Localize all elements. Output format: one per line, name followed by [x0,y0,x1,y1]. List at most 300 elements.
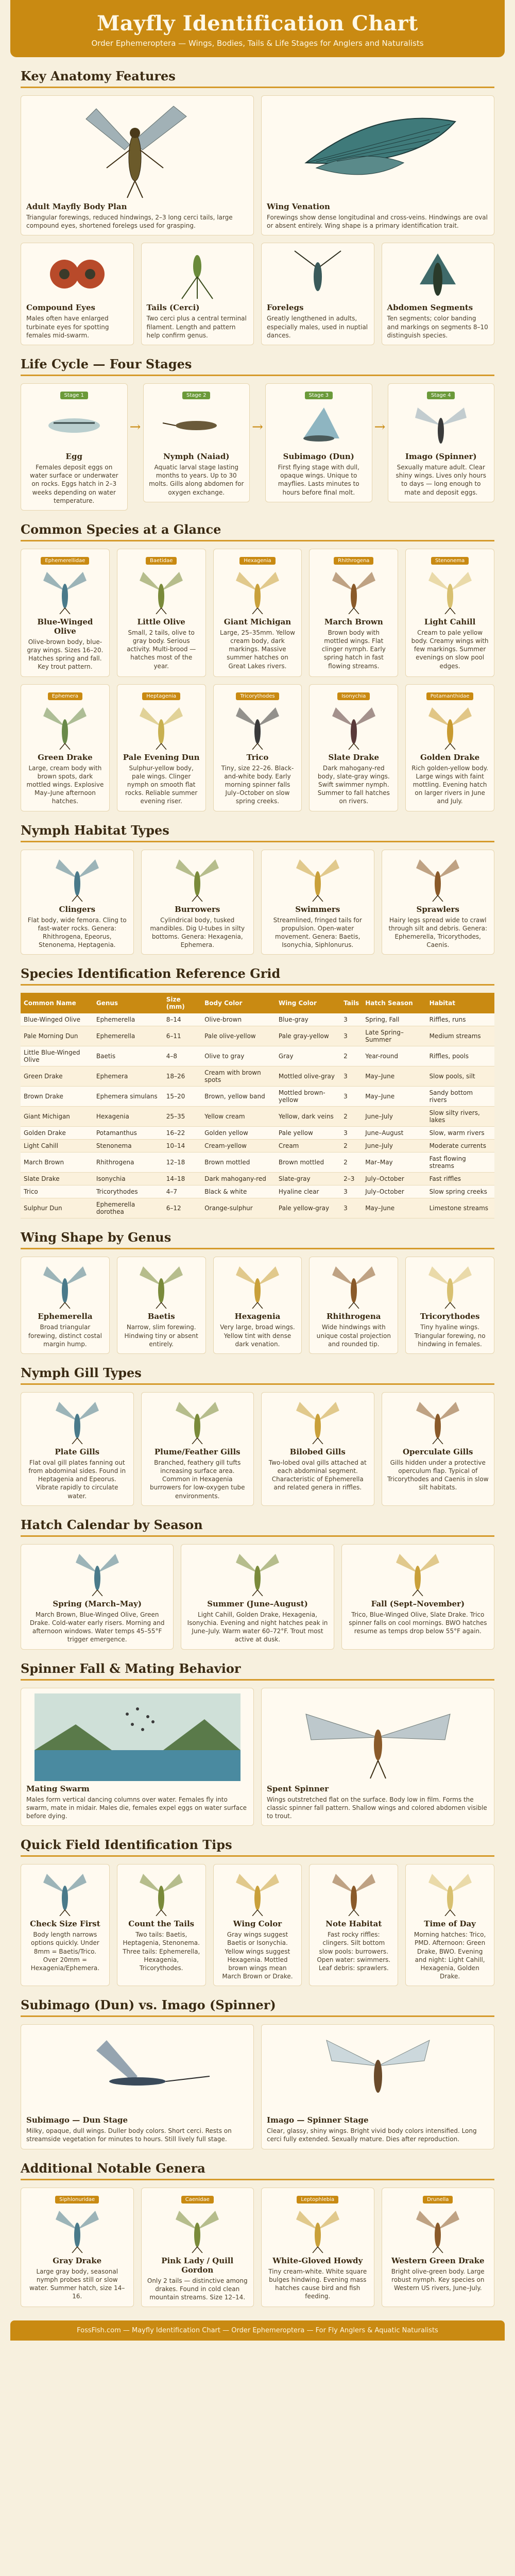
spinner-stage-illustration [267,2030,489,2112]
tip-title: Time of Day [424,1919,476,1929]
table-cell: Ephemera [93,1066,163,1087]
spinner-card-text: Males form vertical dancing columns over water. Females fly into swarm, mate in midair. Males die, females expel eggs on water surface before dying. [26,1795,247,1820]
table-row [21,1026,494,1046]
wing-genus-card [213,1257,302,1354]
table-cell: Gray [276,1046,340,1066]
species-badge: Heptagenia [142,692,180,700]
table-cell: May–June [362,1066,426,1087]
table-cell: 2 [340,1153,362,1173]
table-cell: Late Spring–Summer [362,1026,426,1046]
species-illustration [219,568,297,614]
table-cell: Slow pools, silt [426,1066,494,1087]
table-cell: Riffles, pools [426,1046,494,1066]
spinner-stage-card [261,2024,494,2149]
species-badge: Rhithrogena [334,557,373,565]
wing-genus-text: Tiny hyaline wings. Triangular forewing, no hindwing in females. [414,1324,486,1348]
stage-badge: Stage 2 [182,392,210,399]
species-text: Large, 25–35mm. Yellow cream body, dark markings. Massive summer hatches on Great Lakes rivers. [220,629,295,670]
table-cell: Little Blue-Winged Olive [21,1046,93,1066]
table-row [21,1066,494,1087]
species-illustration [411,703,489,750]
species-card [21,684,110,811]
table-cell: Golden Drake [21,1127,93,1140]
table-cell: 3 [340,1127,362,1140]
table-cell: 3 [340,1066,362,1087]
table-cell: May–June [362,1198,426,1218]
tip-text: Body length narrows options quickly. Under 8mm = Baetis/Trico. Over 20mm = Hexagenia/Ephemera. [30,1931,100,1972]
wing-genus-text: Broad triangular forewing, distinct costal margin hump. [28,1324,102,1348]
dun-card [21,2024,254,2149]
table-cell: 18–26 [163,1066,201,1087]
table-cell: Dark mahogany-red [201,1173,276,1185]
species-illustration [411,568,489,614]
table-cell: Cream-yellow [201,1140,276,1153]
table-header-cell: Habitat [426,993,494,1013]
stage-card [388,383,495,502]
species-title: Trico [246,752,269,762]
notable-genus-title: Pink Lady / Quill Gordon [161,2256,234,2275]
anatomy-card-title: Adult Mayfly Body Plan [26,202,127,211]
notable-genus-card [141,2188,254,2308]
table-header-cell: Size (mm) [163,993,201,1013]
species-text: Tiny, size 22–26. Black-and-white body. Early morning spinner falls July–October on slow spring creeks. [221,764,294,805]
tip-card [213,1864,302,1986]
wing-genus-card [117,1257,206,1354]
stage-text: Aquatic larval stage lasting months to years. Up to 30 molts. Gills along abdomen for oxygen exchange. [149,463,244,496]
tips-section [21,1837,494,1986]
anatomy-card-body [21,95,254,235]
table-cell: 3 [340,1026,362,1046]
habitat-text: Flat body, wide femora. Cling to fast-water rocks. Genera: Rhithrogena, Epeorus, Stenonema, Heptagenia. [27,916,127,949]
habitat-title: Swimmers [295,904,340,914]
notable-genus-card [382,2188,495,2308]
table-cell: Golden yellow [201,1127,276,1140]
wingshape-section [21,1230,494,1354]
species-illustration [26,568,104,614]
tip-card [405,1864,494,1986]
table-header-cell: Body Color [201,993,276,1013]
anatomy-card-title: Forelegs [267,303,304,313]
table-header-cell: Tails [340,993,362,1013]
season-card [181,1544,334,1650]
anatomy-card-title: Tails (Cerci) [146,303,200,313]
table-cell: Slow silty rivers, lakes [426,1107,494,1127]
mating-swarm-illustration [26,1693,248,1781]
stage-card [265,383,372,502]
table-cell: Isonychia [93,1173,163,1185]
table-cell: Ephemerella dorothea [93,1198,163,1218]
table-cell: 3 [340,1013,362,1026]
table-cell: Potamanthus [93,1127,163,1140]
table-row [21,1013,494,1026]
species-badge: Hexagenia [239,557,275,565]
table-cell: Trico [21,1185,93,1198]
table-cell: Black & white [201,1185,276,1198]
wing-genus-card [21,1257,110,1354]
reference-title: Species Identification Reference Grid [21,966,494,986]
table-cell: Hyaline clear [276,1185,340,1198]
stage-card [21,383,128,511]
arrow-right-icon: → [374,419,386,435]
gill-type-title: Operculate Gills [402,1447,473,1456]
species-title: Giant Michigan [224,617,291,626]
wing-genus-illustration [219,1262,297,1309]
species-badge: Isonychia [337,692,370,700]
species-card [405,549,494,677]
gill-type-illustration [147,1398,249,1444]
table-cell: 2–3 [340,1173,362,1185]
table-cell: 25–35 [163,1107,201,1127]
season-illustration [186,1550,328,1596]
nymph-illustration [149,402,245,449]
season-illustration [26,1550,168,1596]
habitat-text: Cylindrical body, tusked mandibles. Dig U-tubes in silty bottoms. Genera: Hexagenia, Ephemera. [150,916,245,949]
table-cell: Mottled brown-yellow [276,1087,340,1107]
season-text: Light Cahill, Golden Drake, Hexagenia, Isonychia. Evening and night hatches peak in June–July. Warm water 60–72°F. Trout most active at dusk. [187,1611,328,1643]
habitat-text: Hairy legs spread wide to crawl through silt and debris. Genera: Ephemerella, Tricorythodes, Caenis. [388,916,488,949]
table-cell: June–July [362,1140,426,1153]
mating-swarm-card [21,1688,254,1826]
gill-type-title: Plate Gills [55,1447,100,1456]
table-cell: Cream with brown spots [201,1066,276,1087]
wing-genus-illustration [123,1262,200,1309]
table-cell: Green Drake [21,1066,93,1087]
reference-section [21,966,494,1218]
spent-spinner-illustration [267,1693,489,1781]
species-badge: Stenonema [431,557,469,565]
table-cell: Pale yellow-gray [276,1198,340,1218]
habitat-text: Streamlined, fringed tails for propulsion. Open-water movement. Genera: Baetis, Isonychia, Siphlonurus. [273,916,362,949]
notable-genus-text: Only 2 tails — distinctive among drakes. Found in cold clean mountain streams. Size 12–14. [147,2277,248,2301]
dun-illustration [271,402,367,449]
spinner-card-title: Mating Swarm [26,1784,90,1793]
anatomy-card-abdomen [382,243,495,345]
gill-type-illustration [26,1398,128,1444]
spent-spinner-card [261,1688,494,1826]
table-cell: Mar–May [362,1153,426,1173]
stage-text: Females deposit eggs on water surface or underwater on rocks. Eggs hatch in 2–3 weeks depending on water temperature. [29,463,118,504]
table-cell: 2 [340,1107,362,1127]
table-cell: Stenonema [93,1140,163,1153]
table-cell: 8–14 [163,1013,201,1026]
wing-genus-text: Narrow, slim forewing. Hindwing tiny or absent entirely. [124,1324,198,1348]
wing-genus-title: Rhithrogena [327,1312,381,1321]
tip-title: Check Size First [30,1919,100,1929]
spinner-section [21,1661,494,1826]
table-cell: Moderate currents [426,1140,494,1153]
table-cell: 3 [340,1198,362,1218]
species-text: Sulphur-yellow body, pale wings. Clinger nymph on smooth flat rocks. Reliable summer evening riser. [125,764,198,805]
table-row [21,1107,494,1127]
table-cell: Olive-brown [201,1013,276,1026]
table-row [21,1087,494,1107]
gill-type-text: Branched, feathery gill tufts increasing surface area. Common in Hexagenia burrowers for low-oxygen tube environments. [150,1459,245,1500]
table-row [21,1140,494,1153]
table-cell: 14–18 [163,1173,201,1185]
season-title: Summer (June–August) [207,1599,308,1608]
table-cell: 6–11 [163,1026,201,1046]
mayfly-body-illustration [26,101,248,199]
table-header-cell: Common Name [21,993,93,1013]
notable-genus-card [21,2188,134,2308]
table-row [21,1198,494,1218]
species-card [213,549,302,677]
arrow-right-icon: → [252,419,263,435]
species-section [21,522,494,811]
lifecycle-section [21,357,494,511]
tip-illustration [26,1870,104,1916]
species-card [405,684,494,811]
table-cell: 3 [340,1087,362,1107]
species-illustration [123,568,200,614]
anatomy-card-tails [141,243,254,345]
species-card [309,684,398,811]
species-text: Rich golden-yellow body. Large wings with faint mottling. Evening hatch on larger rivers in June and July. [411,764,488,805]
table-cell: Medium streams [426,1026,494,1046]
table-cell: Brown mottled [201,1153,276,1173]
gill-type-text: Gills hidden under a protective operculum flap. Typical of Tricorythodes and Caenis in slow silt habitats. [387,1459,489,1492]
wingshape-title: Wing Shape by Genus [21,1230,494,1249]
species-badge: Tricorythodes [236,692,279,700]
table-row [21,1173,494,1185]
table-cell: Rhithrogena [93,1153,163,1173]
table-row [21,1127,494,1140]
tip-text: Morning hatches: Trico, PMD. Afternoon: Green Drake, BWO. Evening and night: Light Cahill, Hexagenia, Golden Drake. [414,1931,486,1980]
anatomy-card-text: Forewings show dense longitudinal and cross-veins. Hindwings are oval or absent entirely. Wing shape is a primary identification trait. [267,214,488,230]
species-badge: Ephemera [48,692,82,700]
header-banner [10,0,505,57]
table-cell: Year-round [362,1046,426,1066]
gills-title: Nymph Gill Types [21,1365,494,1385]
gill-type-title: Bilobed Gills [289,1447,346,1456]
stage-badge: Stage 4 [427,392,455,399]
table-cell: Slow, warm rivers [426,1127,494,1140]
tip-illustration [123,1870,200,1916]
table-cell: Pale yellow [276,1127,340,1140]
wing-genus-card [405,1257,494,1354]
spinner-stage-text: Clear, glassy, shiny wings. Bright vivid body colors intensified. Long cerci fully extended. Sexually mature. Dies after reproduction. [267,2127,477,2143]
anatomy-title: Key Anatomy Features [21,69,494,88]
species-badge: Potamanthidae [426,692,474,700]
dun-card-text: Milky, opaque, dull wings. Duller body colors. Short cerci. Rests on streamside vegetation for minutes to hours. Still lively full stage. [26,2127,232,2143]
table-cell: Pale olive-yellow [201,1026,276,1046]
season-card [341,1544,494,1650]
gill-type-illustration [387,1398,489,1444]
notable-genus-illustration [387,2207,489,2253]
species-illustration [219,703,297,750]
table-header-cell: Genus [93,993,163,1013]
anatomy-card-forelegs [261,243,374,345]
table-header-cell: Hatch Season [362,993,426,1013]
gills-section [21,1365,494,1506]
notable-genus-illustration [267,2207,369,2253]
stage-title: Imago (Spinner) [405,451,477,461]
stage-text: Sexually mature adult. Clear shiny wings. Lives only hours to days — long enough to mate and deposit eggs. [396,463,486,496]
notable-section [21,2161,494,2308]
table-cell: June–July [362,1107,426,1127]
page-subtitle: Order Ephemeroptera — Wings, Bodies, Tails & Life Stages for Anglers and Naturalists [91,39,424,48]
tip-card [21,1864,110,1986]
notable-genus-text: Bright olive-green body. Large robust nymph. Key species on Western US rivers, June–July. [391,2267,485,2292]
habitat-illustration [267,855,369,902]
species-title: March Brown [324,617,383,626]
dun-card-title: Subimago — Dun Stage [26,2115,128,2125]
anatomy-card-eyes [21,243,134,345]
table-cell: July–October [362,1173,426,1185]
table-cell: Sulphur Dun [21,1198,93,1218]
tips-title: Quick Field Identification Tips [21,1837,494,1857]
table-cell: Cream [276,1140,340,1153]
wing-genus-text: Wide hindwings with unique costal projection and rounded tip. [316,1324,391,1348]
table-cell: 10–14 [163,1140,201,1153]
table-cell: Slate-gray [276,1173,340,1185]
stage-badge: Stage 3 [305,392,333,399]
species-title: Little Olive [137,617,185,626]
arrow-right-icon: → [129,419,141,435]
species-text: Small, 2 tails, olive to gray body. Serious activity. Multi-brood — hatches most of the year. [127,629,196,670]
table-cell: Spring, Fall [362,1013,426,1026]
species-illustration [315,568,392,614]
table-cell: 6–12 [163,1198,201,1218]
habitat-title: Sprawlers [416,904,459,914]
table-cell: 15–20 [163,1087,201,1107]
wing-genus-title: Ephemerella [38,1312,93,1321]
forelegs-illustration [267,248,369,300]
species-title: Common Species at a Glance [21,522,494,541]
gill-type-title: Plume/Feather Gills [154,1447,241,1456]
table-cell: Yellow, dark veins [276,1107,340,1127]
season-text: Trico, Blue-Winged Olive, Slate Drake. Trico spinner falls on cool mornings. BWO hatches resume as temps drop below 55°F again. [349,1611,487,1635]
species-text: Cream to pale yellow body. Creamy wings with few markings. Summer evenings on slow pool edges. [411,629,489,670]
stage-text: First flying stage with dull, opaque wings. Unique to mayflies. Lasts minutes to hours before final molt. [278,463,359,496]
table-cell: 12–18 [163,1153,201,1173]
reference-table [21,993,494,1218]
gill-type-text: Flat oval gill plates fanning out from abdominal sides. Found in Heptagenia and Epeorus. Vibrate rapidly to circulate water. [28,1459,126,1500]
season-title: Fall (Sept–November) [371,1599,465,1608]
species-title: Slate Drake [328,752,380,762]
table-cell: Olive to gray [201,1046,276,1066]
notable-genus-badge: Siphlonuridae [55,2196,99,2204]
habitat-title: Burrowers [175,904,220,914]
gill-type-illustration [267,1398,369,1444]
table-cell: Ephemerella [93,1026,163,1046]
gill-type-card [382,1392,495,1506]
species-card [213,684,302,811]
table-cell: Baetis [93,1046,163,1066]
tip-text: Gray wings suggest Baetis or Isonychia. Yellow wings suggest Hexagenia. Mottled brown wings mean March Brown or Drake. [222,1931,293,1980]
season-card [21,1544,174,1650]
species-text: Olive-brown body, blue-gray wings. Sizes 16–20. Hatches spring and fall. Key trout pattern. [27,638,104,671]
wing-genus-illustration [411,1262,489,1309]
notable-genus-badge: Leptophlebia [297,2196,338,2204]
table-row [21,1153,494,1173]
table-cell: Limestone streams [426,1198,494,1218]
table-cell: Fast flowing streams [426,1153,494,1173]
table-cell: Hexagenia [93,1107,163,1127]
habitat-card [261,850,374,955]
habitat-title: Clingers [59,904,96,914]
habitat-title: Nymph Habitat Types [21,823,494,842]
wing-genus-illustration [26,1262,104,1309]
tip-title: Count the Tails [128,1919,195,1929]
table-cell: Giant Michigan [21,1107,93,1127]
tip-text: Fast rocky riffles: clingers. Silt bottom slow pools: burrowers. Open water: swimmers. Leaf debris: sprawlers. [317,1931,391,1972]
table-cell: 2 [340,1140,362,1153]
species-title: Green Drake [38,752,93,762]
species-card [21,549,110,677]
notable-genus-text: Large gray body, seasonal nymph probes still or slow water. Summer hatch, size 14–16. [29,2267,125,2300]
species-card [309,549,398,677]
notable-genus-badge: Caenidae [181,2196,214,2204]
stage-title: Egg [65,451,82,461]
habitat-card [21,850,134,955]
table-cell: 4–7 [163,1185,201,1198]
table-cell: Yellow cream [201,1107,276,1127]
compound-eye-illustration [26,248,128,300]
tip-card [117,1864,206,1986]
anatomy-card-title: Compound Eyes [26,303,95,313]
habitat-illustration [26,855,128,902]
habitat-illustration [147,855,249,902]
anatomy-card-text: Males often have enlarged turbinate eyes for spotting females mid-swarm. [26,315,109,339]
season-text: March Brown, Blue-Winged Olive, Green Drake. Cold-water early risers. Morning and afternoon windows. Water temps 45–55°F trigger emergence. [29,1611,165,1643]
species-badge: Ephemerellidae [41,557,89,565]
table-cell: Fast riffles [426,1173,494,1185]
table-row [21,1046,494,1066]
anatomy-card-title: Wing Venation [267,202,330,211]
table-cell: 4–8 [163,1046,201,1066]
species-title: Pale Evening Dun [123,752,200,762]
notable-genus-title: Gray Drake [53,2256,102,2265]
season-illustration [347,1550,489,1596]
habitat-section [21,823,494,955]
dunspinner-title: Subimago (Dun) vs. Imago (Spinner) [21,1997,494,2017]
page-title: Mayfly Identification Chart [97,11,418,36]
anatomy-card-wing [261,95,494,235]
tip-illustration [315,1870,392,1916]
wing-venation-illustration [267,101,489,199]
species-badge: Baetidae [146,557,177,565]
gill-type-text: Two-lobed oval gills attached at each abdominal segment. Characteristic of Ephemerella and related genera in riffles. [268,1459,367,1492]
table-cell: Ephemera simulans [93,1087,163,1107]
species-title: Golden Drake [420,752,480,762]
calendar-title: Hatch Calendar by Season [21,1517,494,1537]
table-cell: Orange-sulphur [201,1198,276,1218]
anatomy-card-text: Ten segments; color banding and markings on segments 8–10 distinguish species. [387,315,488,339]
spinner-stage-title: Imago — Spinner Stage [267,2115,369,2125]
notable-genus-title: Western Green Drake [391,2256,485,2265]
notable-genus-illustration [147,2207,249,2253]
lifecycle-title: Life Cycle — Four Stages [21,357,494,376]
notable-title: Additional Notable Genera [21,2161,494,2180]
stage-badge: Stage 1 [60,392,88,399]
species-text: Large, cream body with brown spots, dark mottled wings. Explosive May–June afternoon hatches. [26,764,104,805]
calendar-section [21,1517,494,1650]
spinner-card-title: Spent Spinner [267,1784,329,1793]
abdomen-illustration [387,248,489,300]
wing-genus-illustration [315,1262,392,1309]
table-cell: Brown, yellow band [201,1087,276,1107]
tip-card [309,1864,398,1986]
tails-illustration [147,248,249,300]
notable-genus-illustration [26,2207,128,2253]
table-cell: Ephemerella [93,1013,163,1026]
table-cell: July–October [362,1185,426,1198]
habitat-card [382,850,495,955]
species-card [117,549,206,677]
table-header-cell: Wing Color [276,993,340,1013]
tip-text: Two tails: Baetis, Heptagenia, Stenonema. Three tails: Ephemerella, Hexagenia, Tricorythodes. [123,1931,200,1972]
